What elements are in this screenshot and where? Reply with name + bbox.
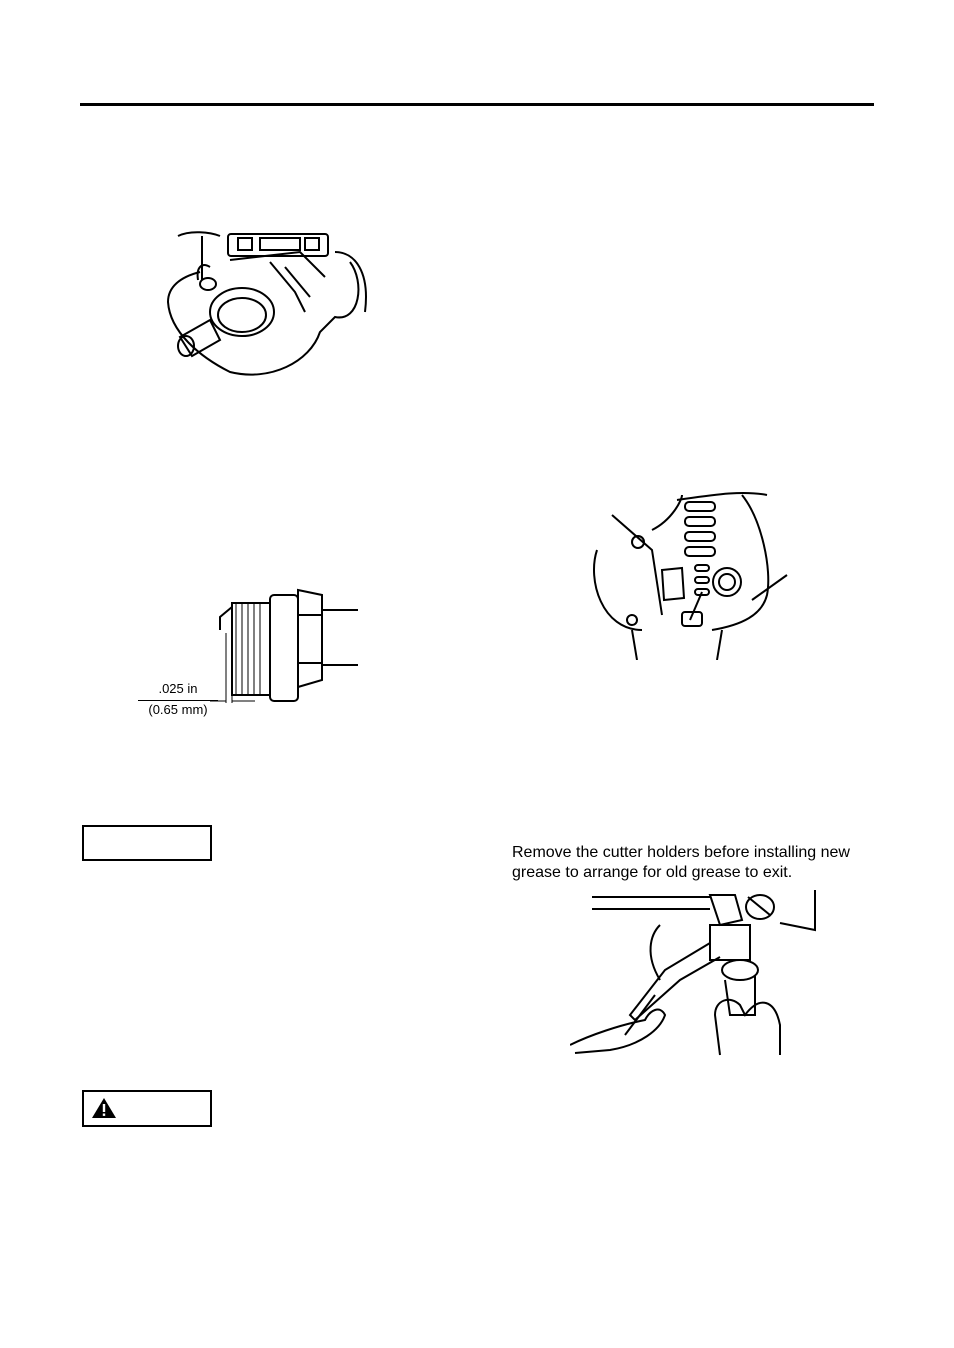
spark-plug-gap-inches: .025 in [158, 681, 198, 696]
fuel-tank-illustration [160, 222, 370, 382]
grease-gun-illustration [570, 885, 830, 1060]
warning-box [82, 1090, 212, 1127]
warning-triangle-icon [91, 1097, 117, 1119]
engine-spark-plug-illustration [592, 490, 792, 660]
spark-plug-gap-illustration [210, 585, 360, 705]
header-rule [80, 103, 874, 106]
spark-plug-gap-mm: (0.65 mm) [138, 700, 218, 718]
grease-note: Remove the cutter holders before installing new grease to arrange for old grease to exit. [512, 844, 850, 881]
notice-box [82, 825, 212, 861]
